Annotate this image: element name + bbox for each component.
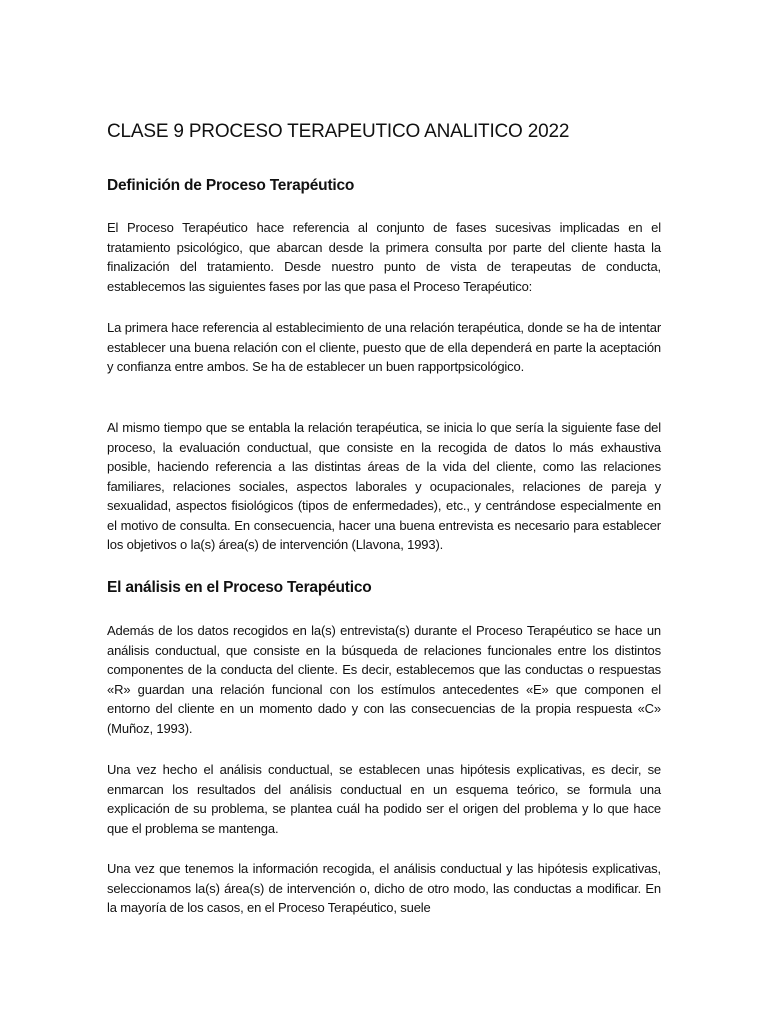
- section-heading-definicion: Definición de Proceso Terapéutico: [107, 177, 355, 194]
- document-title: CLASE 9 PROCESO TERAPEUTICO ANALITICO 2022: [107, 121, 570, 142]
- paragraph: Al mismo tiempo que se entabla la relación terapéutica, se inicia lo que sería la siguiente fase del proceso, la evaluación conductual, que consiste en la recogida de datos lo más exhaustiva posible, haciendo referencia a las distintas áreas de la vida del cliente, como las relaciones familiares, relaciones sociales, aspectos laborales y ocupacionales, relaciones de pareja y sexualidad, aspectos fisiológicos (tipos de enfermedades), etc., y centrándose especialmente en el motivo de consulta. En consecuencia, hacer una buena entrevista es necesario para establecer los objetivos o la(s) área(s) de intervención (Llavona, 1993).: [107, 420, 661, 552]
- paragraph: Una vez hecho el análisis conductual, se establecen unas hipótesis explicativas, es decir, se enmarcan los resultados del análisis conductual en un esquema teórico, se formula una explicación de su problema, se plantea cuál ha podido ser el origen del problema y lo que hace que el problema se mantenga.: [107, 762, 661, 836]
- paragraph: Además de los datos recogidos en la(s) entrevista(s) durante el Proceso Terapéutico se hace un análisis conductual, que consiste en la búsqueda de relaciones funcionales entre los distintos componentes de la conducta del cliente. Es decir, establecemos que las conductas o respuestas «R» guardan una relación funcional con los estímulos antecedentes «E» que componen el entorno del cliente en un momento dado y con las consecuencias de la propia respuesta «C» (Muñoz, 1993).: [107, 623, 661, 736]
- paragraph: Una vez que tenemos la información recogida, el análisis conductual y las hipótesis explicativas, seleccionamos la(s) área(s) de intervención o, dicho de otro modo, las conductas a modificar. En la mayoría de los casos, en el Proceso Terapéutico, suele: [107, 861, 661, 915]
- paragraph: El Proceso Terapéutico hace referencia al conjunto de fases sucesivas implicadas en el tratamiento psicológico, que abarcan desde la primera consulta por parte del cliente hasta la finalización del tratamiento. Desde nuestro punto de vista de terapeutas de conducta, establecemos las siguientes fases por las que pasa el Proceso Terapéutico:: [107, 220, 661, 294]
- section-heading-analisis: El análisis en el Proceso Terapéutico: [107, 579, 372, 596]
- paragraph: La primera hace referencia al establecimiento de una relación terapéutica, donde se ha de intentar establecer una buena relación con el cliente, puesto que de ella dependerá en parte la aceptación y confianza entre ambos. Se ha de establecer un buen rapportpsicológico.: [107, 320, 661, 374]
